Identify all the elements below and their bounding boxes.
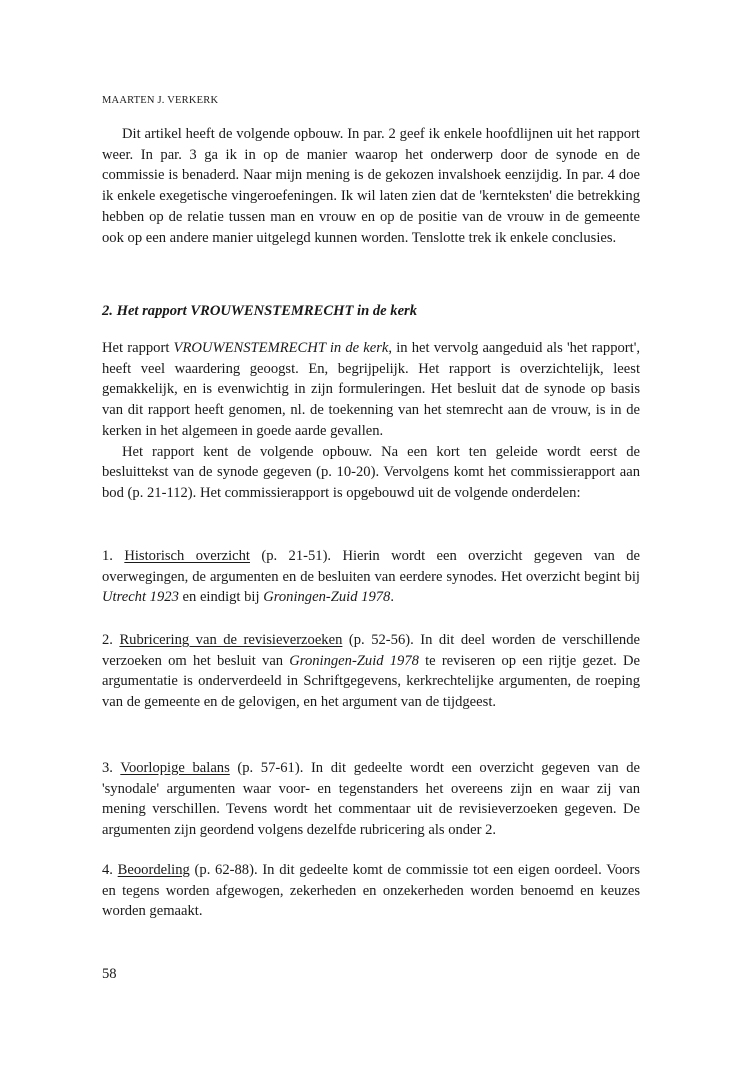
item-number: 2. (102, 632, 120, 648)
list-item-3 (102, 758, 640, 841)
item-title: Historisch overzicht (124, 548, 250, 564)
reference: Groningen-Zuid 1978 (289, 652, 419, 669)
item-title: Voorlopige balans (120, 760, 230, 776)
text: te reviseren op een rijtje gezet. De argumentatie is onderverdeeld in Schriftgegevens, kerkrechtelijke argumenten, de roeping van de gemeente en de gelovigen, en het argument van de tijdgeest. (102, 652, 640, 711)
text: . (390, 589, 394, 606)
item-title: Beoordeling (117, 862, 190, 878)
text: , in het vervolg aangeduid als 'het rapport', heeft veel waardering geoogst. En, begrijpelijk. Het rapport is overzichtelijk, leest gemakkelijk, en is evenwichtig in zijn formuleringen. Het besluit dat de synode op basis van dit rapport heeft genomen, nl. de toekenning van het stemrecht aan de vrouw, is in de kerken in het algemeen in goede aarde gevallen. (102, 340, 640, 439)
text: (p. 62-88). In dit gedeelte komt de commissie tot een eigen oordeel. Voors en tegens worden afgewogen, zekerheden en onzekerheden worden benoemd en keuzes worden gemaakt. (102, 862, 641, 920)
list-item-2 (102, 630, 640, 713)
reference: Groningen-Zuid 1978 (263, 589, 391, 606)
section-paragraph-1 (102, 338, 640, 442)
item-number: 4. (102, 862, 118, 878)
section-paragraph-2: Het rapport kent de volgende opbouw. Na een kort ten geleide wordt eerst de besluittekst van de synode gegeven (p. 10-20). Vervolgens komt het commissierapport aan bod (p. 21-112). Het commissierapport is opgebouwd uit de volgende onderdelen: (102, 443, 640, 501)
item-number: 3. (102, 760, 121, 776)
item-number: 1. (102, 548, 125, 564)
report-title: VROUWENSTEMRECHT in de kerk (173, 340, 389, 356)
text: Het rapport (102, 340, 174, 356)
list-item-4 (102, 860, 640, 922)
section-heading: 2. Het rapport VROUWENSTEMRECHT in de kerk (102, 303, 418, 319)
item-title: Rubricering van de revisieverzoeken (119, 632, 343, 648)
section-body (102, 338, 640, 504)
list-item-1 (102, 546, 640, 608)
intro-paragraph: Dit artikel heeft de volgende opbouw. In par. 2 geef ik enkele hoofdlijnen uit het rapport weer. In par. 3 ga ik in op de manier waarop het onderwerp door de synode en de commissie is benaderd. Naar mijn mening is de gekozen invalshoek eenzijdig. In par. 4 doe ik enkele exegetische vingeroefeningen. Ik wil laten zien dat de 'kernteksten' die betrekking hebben op de relatie tussen man en vrouw en op de positie van de vrouw in de gemeente ook op een andere manier uitgelegd kunnen worden. Tenslotte trek ik enkele conclusies. (102, 126, 640, 246)
text: (p. 21-51). Hierin wordt een overzicht gegeven van de overwegingen, de argumenten en de besluiten van eerdere synodes. Het overzicht begint bij (102, 548, 641, 585)
page-number: 58 (102, 966, 117, 982)
running-head: MAARTEN J. VERKERK (102, 95, 219, 106)
text: (p. 57-61). In dit gedeelte wordt een overzicht gegeven van de 'synodale' argumenten waar voor- en tegenstanders het overeens zijn en waar zij van mening verschillen. Tevens wordt het commentaar uit de revisieverzoeken gegeven. De argumenten zijn geordend volgens dezelfde rubricering als onder 2. (102, 760, 640, 839)
text: (p. 52-56). In dit deel worden de verschillende verzoeken om het besluit van (102, 632, 641, 669)
text: en eindigt bij (178, 589, 264, 606)
reference: Utrecht 1923 (102, 589, 179, 606)
